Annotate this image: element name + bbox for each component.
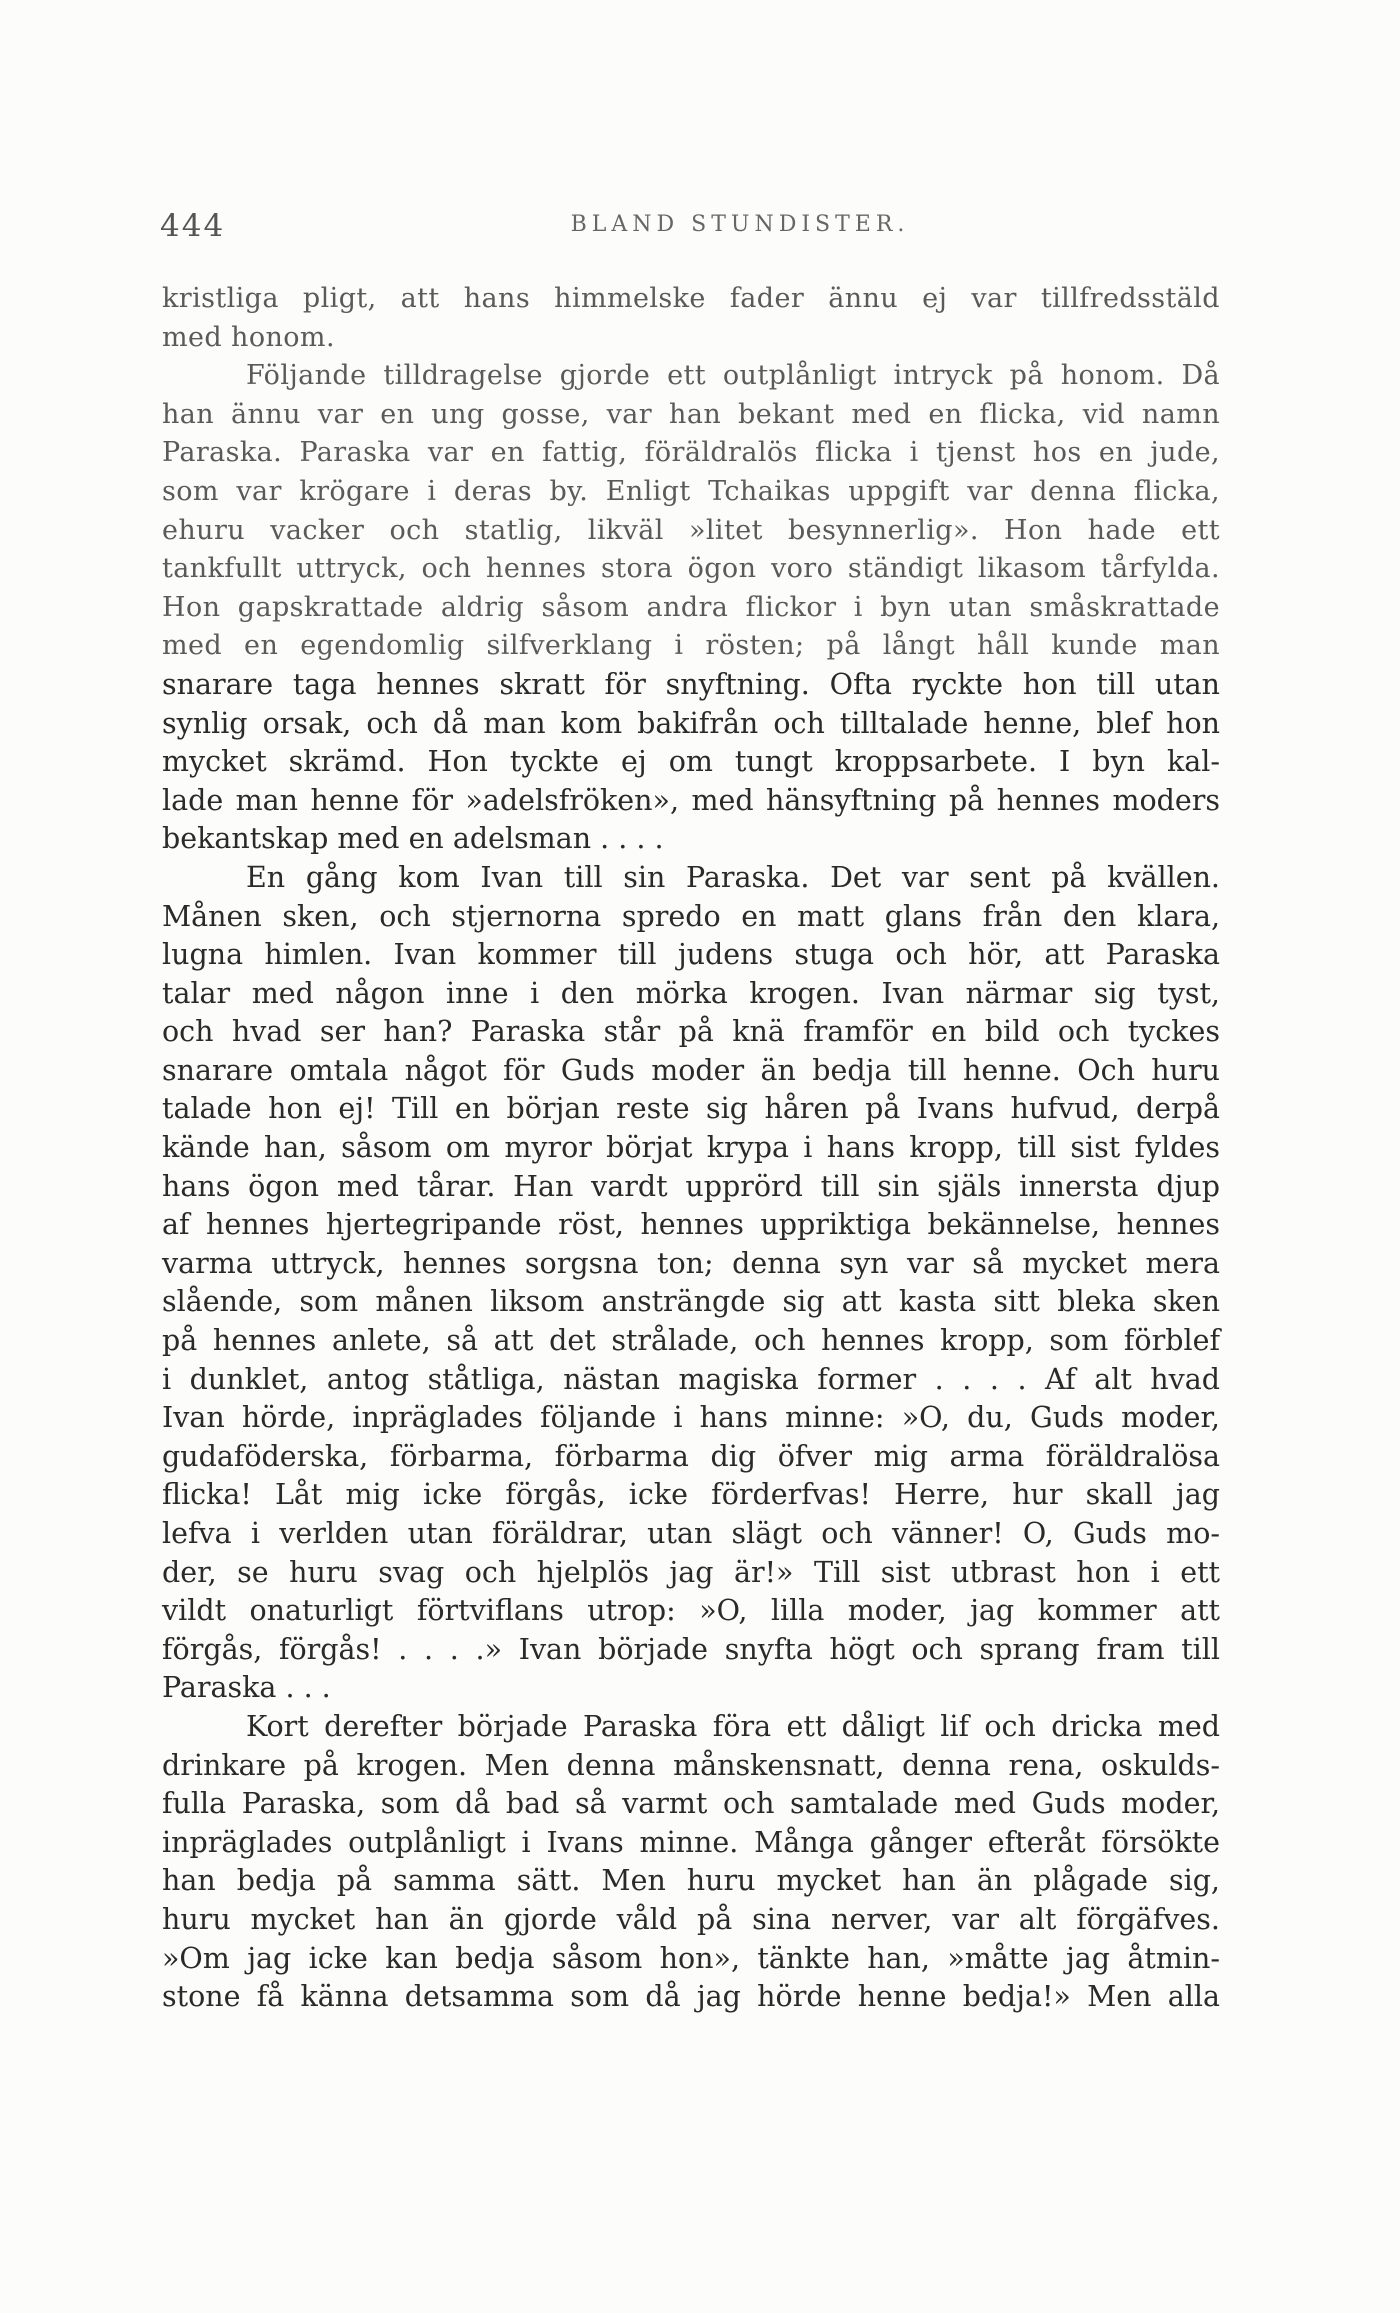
text-line: »Om jag icke kan bedja såsom hon», tänkte han, »måtte jag åtmin-: [162, 1941, 1220, 1975]
text-line: lugna himlen. Ivan kommer till judens stuga och hör, att Paraska: [162, 938, 1220, 972]
text-line: med en egendomlig silfverklang i rösten; på långt håll kunde man: [162, 630, 1220, 662]
paragraph-start-line: Kort derefter började Paraska föra ett dåligt lif och dricka med: [246, 1709, 1220, 1743]
text-line: i dunklet, antog ståtliga, nästan magiska former . . . . Af alt hvad: [162, 1362, 1220, 1396]
body-text: [162, 280, 1220, 2017]
text-line: synlig orsak, och då man kom bakifrån och tilltalade henne, blef hon: [162, 706, 1220, 740]
text-line: talade hon ej! Till en början reste sig håren på Ivans hufvud, derpå: [162, 1092, 1220, 1126]
text-line: Paraska. Paraska var en fattig, föräldralös flicka i tjenst hos en jude,: [162, 437, 1220, 469]
paragraph-start-line: En gång kom Ivan till sin Paraska. Det var sent på kvällen.: [246, 860, 1220, 894]
text-line: talar med någon inne i den mörka krogen. Ivan närmar sig tyst,: [162, 976, 1220, 1010]
text-line: förgås, förgås! . . . .» Ivan började snyfta högt och sprang fram till: [162, 1632, 1220, 1666]
text-line: lefva i verlden utan föräldrar, utan slägt och vänner! O, Guds mo-: [162, 1517, 1220, 1550]
text-line: bekantskap med en adelsman . . . .: [162, 822, 664, 856]
text-line: och hvad ser han? Paraska står på knä framför en bild och tyckes: [162, 1015, 1220, 1049]
text-line: mycket skrämd. Hon tyckte ej om tungt kroppsarbete. I byn kal-: [162, 745, 1220, 779]
text-line: Ivan hörde, inpräglades följande i hans minne: »O, du, Guds moder,: [162, 1401, 1220, 1435]
text-line: varma uttryck, hennes sorgsna ton; denna syn var så mycket mera: [162, 1246, 1220, 1280]
paragraph-start-line: Följande tilldragelse gjorde ett outplånligt intryck på honom. Då: [246, 360, 1220, 392]
text-line: han ännu var en ung gosse, var han bekant med en flicka, vid namn: [162, 398, 1220, 430]
text-line: snarare omtala något för Guds moder än bedja till henne. Och huru: [162, 1053, 1220, 1087]
text-line: flicka! Låt mig icke förgås, icke förderfvas! Herre, hur skall jag: [162, 1478, 1220, 1512]
text-line: ehuru vacker och statlig, likväl »litet besynnerlig». Hon hade ett: [162, 514, 1220, 546]
text-line: med honom.: [162, 321, 335, 353]
text-line: lade man henne för »adelsfröken», med hänsyftning på hennes moders: [162, 783, 1220, 817]
text-line: der, se huru svag och hjelplös jag är!» Till sist utbrast hon i ett: [162, 1555, 1220, 1589]
text-line: Hon gapskrattade aldrig såsom andra flickor i byn utan småskrattade: [162, 591, 1220, 623]
text-line: fulla Paraska, som då bad så varmt och samtalade med Guds moder,: [162, 1787, 1220, 1821]
text-line: som var krögare i deras by. Enligt Tchaikas uppgift var denna flicka,: [162, 475, 1220, 507]
text-line: kristliga pligt, att hans himmelske fader ännu ej var tillfredsstäld: [162, 283, 1220, 314]
text-line: på hennes anlete, så att det strålade, och hennes kropp, som förblef: [162, 1324, 1220, 1358]
running-title: BLAND STUNDISTER.: [570, 212, 910, 237]
text-line: Paraska . . .: [162, 1671, 331, 1705]
text-line: kände han, såsom om myror börjat krypa i hans kropp, till sist fyldes: [162, 1131, 1220, 1165]
text-line: vildt onaturligt förtviflans utrop: »O, lilla moder, jag kommer att: [162, 1594, 1220, 1628]
text-line: gudaföderska, förbarma, förbarma dig öfver mig arma föräldralösa: [162, 1439, 1220, 1473]
text-line: inpräglades outplånligt i Ivans minne. Många gånger efteråt försökte: [162, 1825, 1220, 1859]
text-line: slående, som månen liksom ansträngde sig att kasta sitt bleka sken: [162, 1285, 1220, 1319]
text-line: af hennes hjertegripande röst, hennes uppriktiga bekännelse, hennes: [162, 1208, 1220, 1242]
text-line: snarare taga hennes skratt för snyftning. Ofta ryckte hon till utan: [162, 667, 1220, 701]
text-line: huru mycket han än gjorde våld på sina nerver, var alt förgäfves.: [162, 1902, 1220, 1936]
page-header: [160, 208, 1220, 248]
text-line: Månen sken, och stjernorna spredo en matt glans från den klara,: [162, 899, 1220, 933]
text-line: han bedja på samma sätt. Men huru mycket han än plågade sig,: [162, 1864, 1220, 1898]
text-line: tankfullt uttryck, och hennes stora ögon voro ständigt likasom tårfylda.: [162, 553, 1220, 585]
text-line: hans ögon med tårar. Han vardt upprörd till sin själs innersta djup: [162, 1169, 1220, 1203]
text-line: drinkare på krogen. Men denna månskensnatt, denna rena, oskulds-: [162, 1748, 1220, 1782]
page-number: 444: [160, 208, 226, 244]
text-line: stone få känna detsamma som då jag hörde henne bedja!» Men alla: [162, 1980, 1220, 2014]
